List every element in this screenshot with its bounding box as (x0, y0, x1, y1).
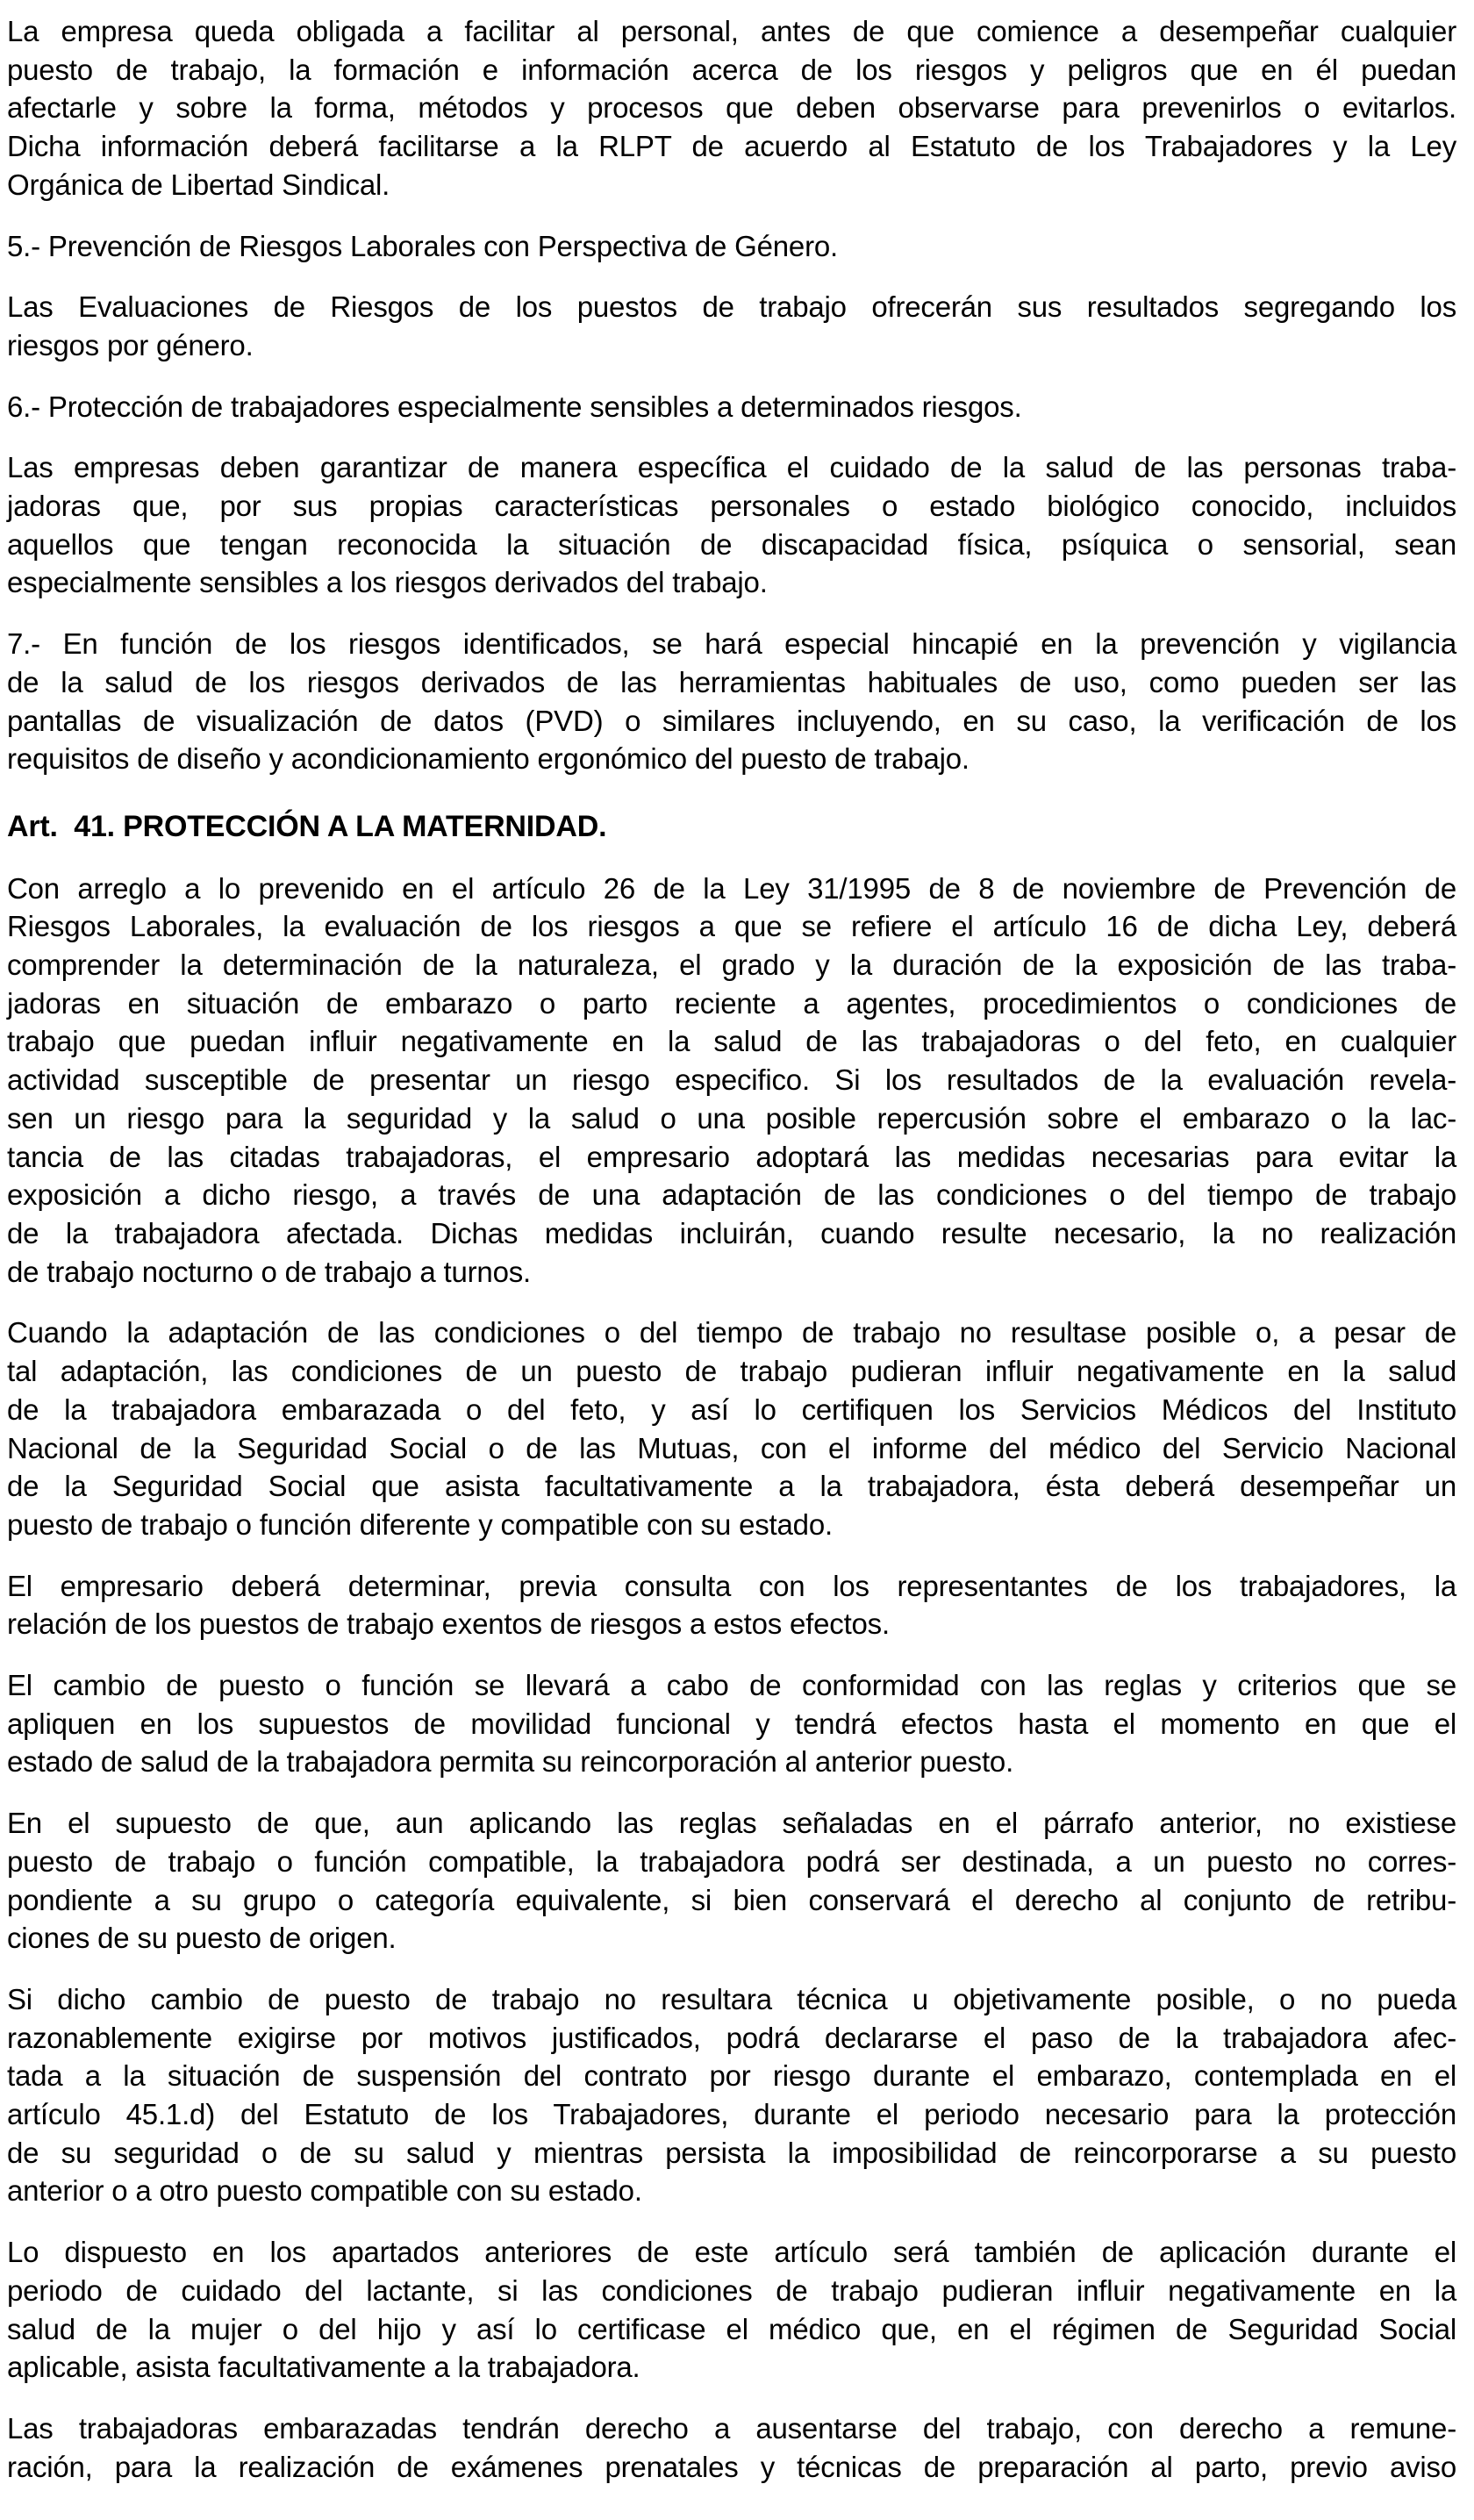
text-line: Las Evaluaciones de Riesgos de los puestos de trabajo ofrecerán sus resultados segregando los (7, 290, 1456, 324)
paragraph-suspension-contrato (7, 1980, 1456, 2210)
text-line: anterior o a otro puesto compatible con su estado. (7, 2174, 642, 2208)
paragraph-evaluacion-riesgos-embarazo (7, 870, 1456, 1292)
text-line: Art. 41. PROTECCIÓN A LA MATERNIDAD. (7, 809, 607, 843)
text-line: Dicha información deberá facilitarse a la RLPT de acuerdo al Estatuto de los Trabajadores y la Ley (7, 130, 1456, 163)
text-line: exposición a dicho riesgo, a través de una adaptación de las condiciones o del tiempo de trabajo (7, 1178, 1456, 1212)
text-line: de la trabajadora embarazada o del feto, y así lo certifiquen los Servicios Médicos del Instituto (7, 1392, 1456, 1426)
paragraph-empresario-determinar (7, 1567, 1456, 1643)
text-line: de la trabajadora afectada. Dichas medidas incluirán, cuando resulte necesario, la no realización (7, 1216, 1456, 1249)
item-6-heading (7, 388, 1456, 426)
paragraph-cambio-puesto (7, 1666, 1456, 1781)
text-line: jadoras en situación de embarazo o parto reciente a agentes, procedimientos o condiciones de (7, 986, 1456, 1020)
text-line: apliquen en los supuestos de movilidad funcional y tendrá efectos hasta el momento en que el (7, 1707, 1456, 1740)
text-line: estado de salud de la trabajadora permita su reincorporación al anterior puesto. (7, 1745, 1014, 1779)
paragraph-formacion-informacion (7, 12, 1456, 204)
text-line: 7.- En función de los riesgos identificados, se hará especial hincapié en la prevención y vigilancia (7, 627, 1456, 661)
text-line: actividad susceptible de presentar un riesgo especifico. Si los resultados de la evaluación revela- (7, 1063, 1456, 1097)
text-line: Orgánica de Libertad Sindical. (7, 168, 390, 201)
text-line: de la salud de los riesgos derivados de las herramientas habituales de uso, como pueden ser las (7, 665, 1456, 698)
item-7-paragraph (7, 625, 1456, 778)
text-line: Las trabajadoras embarazadas tendrán derecho a ausentarse del trabajo, con derecho a remune- (7, 2411, 1456, 2445)
text-line: Nacional de la Seguridad Social o de las Mutuas, con el informe del médico del Servicio Nacional (7, 1431, 1456, 1464)
text-line: El cambio de puesto o función se llevará a cabo de conformidad con las reglas y criterios que se (7, 1669, 1456, 1702)
text-line: puesto de trabajo o función diferente y compatible con su estado. (7, 1507, 833, 1541)
text-line: tada a la situación de suspensión del contrato por riesgo durante el embarazo, contemplada en el (7, 2059, 1456, 2093)
text-line: 6.- Protección de trabajadores especialmente sensibles a determinados riesgos. (7, 390, 1022, 423)
text-line: relación de los puestos de trabajo exentos de riesgos a estos efectos. (7, 1607, 890, 1641)
text-line: tancia de las citadas trabajadoras, el empresario adoptará las medidas necesarias para evitar la (7, 1140, 1456, 1173)
text-line: Riesgos Laborales, la evaluación de los riesgos a que se refiere el artículo 16 de dicha Ley, deberá (7, 910, 1456, 943)
text-line: ciones de su puesto de origen. (7, 1922, 397, 1955)
paragraph-trabajadores-sensibles (7, 448, 1456, 602)
article-41-heading (7, 808, 1456, 847)
text-line: aplicable, asista facultativamente a la trabajadora. (7, 2351, 640, 2384)
text-line: especialmente sensibles a los riesgos derivados del trabajo. (7, 566, 768, 599)
text-line: de su seguridad o de su salud y mientras persista la imposibilidad de reincorporarse a su puesto (7, 2136, 1456, 2169)
text-line: requisitos de diseño y acondicionamiento ergonómico del puesto de trabajo. (7, 742, 970, 776)
paragraph-examenes-prenatales (7, 2409, 1456, 2486)
text-line: pondiente a su grupo o categoría equivalente, si bien conservará el derecho al conjunto de retribu- (7, 1883, 1456, 1916)
text-line: salud de la mujer o del hijo y así lo certificase el médico que, en el régimen de Seguridad Social (7, 2312, 1456, 2345)
text-line: En el supuesto de que, aun aplicando las reglas señaladas en el párrafo anterior, no existiese (7, 1807, 1456, 1840)
text-line: trabajo que puedan influir negativamente en la salud de las trabajadoras o del feto, en cualquier (7, 1025, 1456, 1058)
item-5-heading (7, 227, 1456, 266)
text-line: Las empresas deben garantizar de manera específica el cuidado de la salud de las personas traba- (7, 451, 1456, 484)
paragraph-evaluaciones-riesgos (7, 288, 1456, 364)
text-line: Si dicho cambio de puesto de trabajo no resultara técnica u objetivamente posible, o no pueda (7, 1982, 1456, 2015)
text-line: aquellos que tengan reconocida la situación de discapacidad física, psíquica o sensorial, sean (7, 527, 1456, 561)
text-line: periodo de cuidado del lactante, si las condiciones de trabajo pudieran influir negativamente en la (7, 2273, 1456, 2307)
text-line: de la Seguridad Social que asista facultativamente a la trabajadora, ésta deberá desempeñar un (7, 1470, 1456, 1503)
text-line: razonablemente exigirse por motivos justificados, podrá declararse el paso de la trabajadora afec- (7, 2021, 1456, 2054)
text-line: El empresario deberá determinar, previa consulta con los representantes de los trabajadores, la (7, 1569, 1456, 1602)
text-line: La empresa queda obligada a facilitar al personal, antes de que comience a desempeñar cualquier (7, 15, 1456, 47)
text-line: pantallas de visualización de datos (PVD) o similares incluyendo, en su caso, la verificación de los (7, 704, 1456, 737)
text-line: tal adaptación, las condiciones de un puesto de trabajo pudieran influir negativamente en la salud (7, 1355, 1456, 1388)
text-line: comprender la determinación de la naturaleza, el grado y la duración de la exposición de las traba- (7, 949, 1456, 982)
text-line: sen un riesgo para la seguridad y la salud o una posible repercusión sobre el embarazo o la lac- (7, 1101, 1456, 1135)
paragraph-adaptacion-no-posible (7, 1314, 1456, 1543)
text-line: Con arreglo a lo prevenido en el artículo 26 de la Ley 31/1995 de 8 de noviembre de Prevención de (7, 871, 1456, 905)
paragraph-supuesto-no-compatible (7, 1804, 1456, 1958)
text-line: jadoras que, por sus propias características personales o estado biológico conocido, incluidos (7, 490, 1456, 523)
text-line: riesgos por género. (7, 328, 254, 362)
text-line: ración, para la realización de exámenes prenatales y técnicas de preparación al parto, previo aviso (7, 2450, 1456, 2483)
text-line: puesto de trabajo, la formación e información acerca de los riesgos y peligros que en él puedan (7, 53, 1456, 86)
text-line: Cuando la adaptación de las condiciones o del tiempo de trabajo no resultase posible o, a pesar de (7, 1316, 1456, 1349)
text-line: afectarle y sobre la forma, métodos y procesos que deben observarse para prevenirlos o evitarlos. (7, 91, 1456, 125)
text-line: Lo dispuesto en los apartados anteriores de este artículo será también de aplicación durante el (7, 2236, 1456, 2269)
paragraph-cuidado-lactante (7, 2233, 1456, 2387)
text-line: puesto de trabajo o función compatible, la trabajadora podrá ser destinada, a un puesto no corres- (7, 1844, 1456, 1878)
text-line: artículo 45.1.d) del Estatuto de los Trabajadores, durante el periodo necesario para la protección (7, 2098, 1456, 2131)
text-line: de trabajo nocturno o de trabajo a turnos. (7, 1255, 532, 1288)
text-line: 5.- Prevención de Riesgos Laborales con Perspectiva de Género. (7, 229, 838, 262)
